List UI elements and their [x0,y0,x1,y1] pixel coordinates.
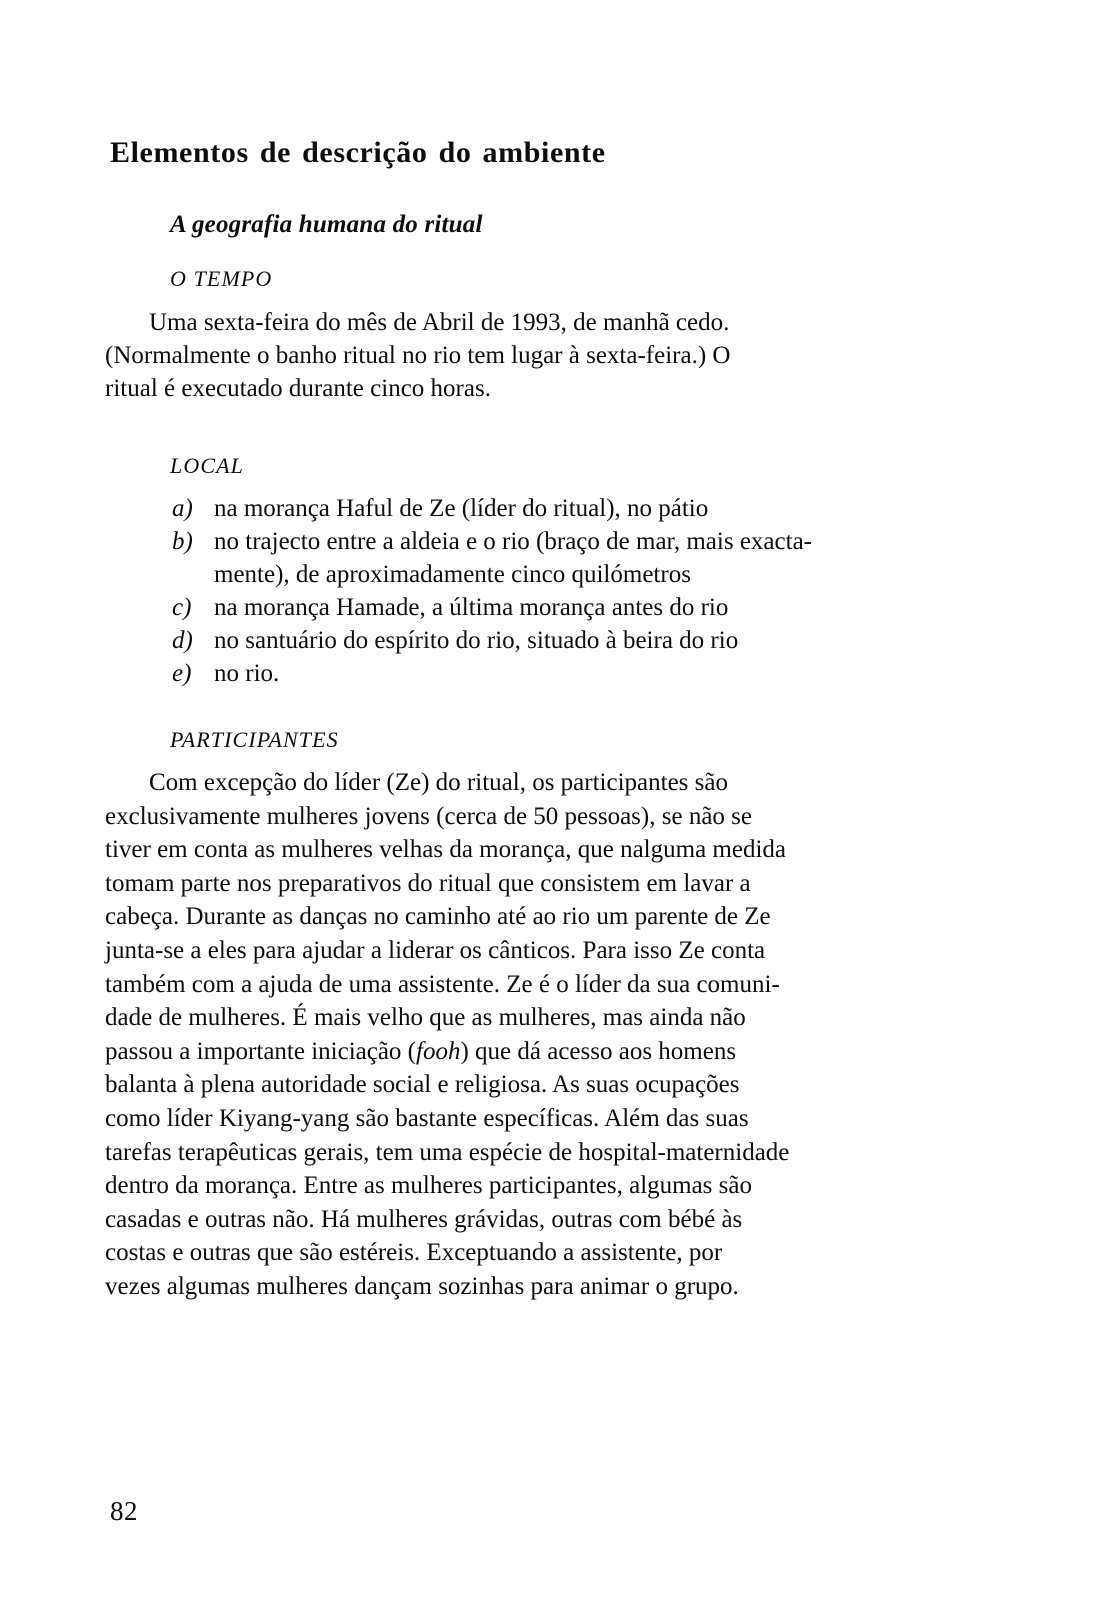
line-text: balanta à plena autoridade social e religiosa. As suas ocupações [105,1071,740,1099]
list-item [172,492,992,525]
line-text: cabeça. Durante as danças no caminho até ao rio um parente de Ze [105,903,771,931]
list-item-text [214,657,992,690]
line-text: (Normalmente o banho ritual no rio tem lugar à sexta-feira.) O [105,342,731,369]
paragraph-line [105,833,989,867]
line-text: na morança Haful de Ze (líder do ritual), no pátio [214,495,709,522]
line-text: tiver em conta as mulheres velhas da morança, que nalguma medida [105,836,786,864]
list-item [172,525,992,591]
line-text: tarefas terapêuticas gerais, tem uma espécie de hospital-maternidade [105,1138,790,1166]
section-heading-participantes: PARTICIPANTES [170,727,339,752]
line-text: na morança Hamade, a última morança antes do rio [214,594,729,621]
paragraph-line [105,339,989,372]
paragraph-line [105,1136,989,1170]
paragraph-line [105,1068,989,1102]
paragraph-line [105,867,989,901]
paragraph-line [105,766,989,800]
list-item [172,624,992,657]
page-number: 82 [110,1496,138,1526]
list-item-text [214,492,992,525]
list-marker: a) [172,495,193,522]
section-heading-local: LOCAL [170,453,244,478]
line-text: ritual é executado durante cinco horas. [105,375,491,402]
paragraph-line [105,1270,989,1304]
line-text: dade de mulheres. É mais velho que as mulheres, mas ainda não [105,1004,746,1032]
list-item-text [214,591,992,624]
paragraph-line [105,1102,989,1136]
paragraph-line [105,1001,989,1035]
line-text: Com excepção do líder (Ze) do ritual, os participantes são [149,769,728,796]
line-text: dentro da morança. Entre as mulheres participantes, algumas são [105,1172,752,1200]
section-heading-tempo: O TEMPO [170,266,273,291]
list-marker: c) [172,594,192,621]
list-item-text [214,525,992,591]
paragraph-participantes [105,766,989,1304]
list-item [172,657,992,690]
line-text: tomam parte nos preparativos do ritual que consistem em lavar a [105,869,751,897]
line-text: junta-se a eles para ajudar a liderar os cânticos. Para isso Ze conta [105,936,766,964]
page-subtitle: A geografia humana do ritual [170,210,483,238]
line-text: passou a importante iniciação (fooh) que dá acesso aos homens [105,1037,737,1065]
line-text: também com a ajuda de uma assistente. Ze é o líder da sua comuni- [105,970,780,998]
paragraph-line [105,372,989,405]
paragraph-line [105,934,989,968]
list-item [172,591,992,624]
paragraph-line [105,900,989,934]
paragraph-line [105,800,989,834]
list-marker: d) [172,627,193,654]
line-text: Uma sexta-feira do mês de Abril de 1993, de manhã cedo. [149,309,730,336]
line-text: no rio. [214,660,280,687]
line-text: no trajecto entre a aldeia e o rio (braço de mar, mais exacta- [214,528,812,555]
italic-term: fooh [416,1037,461,1065]
paragraph-line [105,1203,989,1237]
page-title: Elementos de descrição do ambiente [110,136,606,170]
line-text: vezes algumas mulheres dançam sozinhas para animar o grupo. [105,1272,739,1300]
line-text: como líder Kiyang-yang são bastante específicas. Além das suas [105,1104,749,1132]
paragraph-line [105,306,989,339]
paragraph-line-with-italic [105,1035,989,1069]
list-marker: b) [172,528,193,555]
paragraph-tempo [105,306,989,405]
paragraph-line [105,1169,989,1203]
local-list [172,492,992,690]
line-text: no santuário do espírito do rio, situado à beira do rio [214,627,739,654]
line-text: casadas e outras não. Há mulheres grávidas, outras com bébé às [105,1205,743,1233]
paragraph-line [105,1236,989,1270]
line-text: exclusivamente mulheres jovens (cerca de 50 pessoas), se não se [105,802,752,830]
line-text: mente), de aproximadamente cinco quilómetros [214,561,691,588]
line-text: costas e outras que são estéreis. Exceptuando a assistente, por [105,1239,723,1267]
list-item-text [214,624,992,657]
paragraph-line [105,968,989,1002]
list-marker: e) [172,660,192,687]
